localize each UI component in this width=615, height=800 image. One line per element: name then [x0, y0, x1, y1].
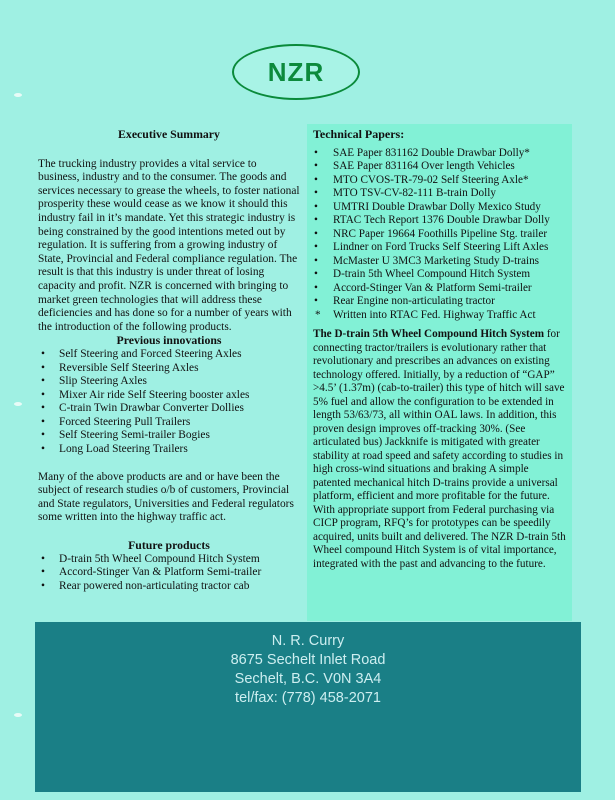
- contact-name: N. R. Curry: [271, 633, 345, 649]
- executive-summary-body: The trucking industry provides a vital service to business, industry and to the consumer. The goods and services necessary to grease the wheels, to foster national prosperity these would cease as we know it should this industry fail in it’s mandate. Yet this strategic industry is being constrained by the good intentions meted out by regulation. It is suffering from a growing industry of State, Provincial and Federal compliance regulation. The result is that this industry is under threat of losing capacity and profit. NZR is concerned with bringing to market green technologies that will address these deficiencies and has done so for a number of years with the introduction of the following products.: [38, 157, 300, 333]
- list-item: • Self Steering Semi-trailer Bogies: [38, 429, 300, 443]
- list-item: • SAE Paper 831162 Double Drawbar Dolly*: [313, 147, 568, 161]
- previous-innovations-list: [38, 348, 300, 457]
- list-item: • C-train Twin Drawbar Converter Dollies: [38, 402, 300, 416]
- list-item: • Self Steering and Forced Steering Axles: [38, 348, 300, 362]
- list-item: • Rear powered non-articulating tractor cab: [38, 580, 300, 594]
- punch-hole-mark: [14, 713, 22, 717]
- contact-street: 8675 Sechelt Inlet Road: [230, 652, 386, 668]
- technical-papers-heading: Technical Papers:: [313, 127, 405, 141]
- list-item: • SAE Paper 831164 Over length Vehicles: [313, 160, 568, 174]
- contact-city: Sechelt, B.C. V0N 3A4: [234, 671, 382, 687]
- future-products-heading: Future products: [128, 538, 210, 553]
- list-item: • UMTRI Double Drawbar Dolly Mexico Study: [313, 201, 568, 215]
- punch-hole-mark: [14, 402, 22, 406]
- technical-papers-list: [313, 147, 568, 323]
- list-item: • Mixer Air ride Self Steering booster axles: [38, 389, 300, 403]
- dtrain-paragraph: [313, 328, 568, 571]
- contact-phone: tel/fax: (778) 458-2071: [235, 690, 381, 706]
- list-item: • Slip Steering Axles: [38, 375, 300, 389]
- dtrain-body: for connecting tractor/trailers is evolutionary rather that revolutionary and prescribes an advances on existing technology offered. Initially, by a reduction of “GAP” >4.5’ (1.37m) (cab-to-trailer) this type of hitch will save 5% fuel and allow the configuration to be extended in length 53/63/73, all within OAL laws. In addition, this proven design improves off-tracking 30%. (See articulated bus) Jackknife is mitigated with greater stability at road speed and safety according to studies in high cross-wind situations and braking A simple patented mechanical hitch D-trains provide a universal platform, efficient and more profitable for the future. With appropriate support from Federal purchasing via CICP program, RFQ’s for prototypes can be speedily acquired, units built and delivered. The NZR D-train 5th Wheel compound Hitch System is of vital importance, integrated with the past and advancing to the future.: [313, 328, 566, 570]
- list-item: • Accord-Stinger Van & Platform Semi-trailer: [38, 566, 300, 580]
- logo-text: NZR: [267, 56, 325, 87]
- list-item: • Forced Steering Pull Trailers: [38, 416, 300, 430]
- footnote-item: * Written into RTAC Fed. Highway Traffic Act: [313, 309, 568, 323]
- list-item: • Reversible Self Steering Axles: [38, 362, 300, 376]
- list-item: • McMaster U 3MC3 Marketing Study D-trains: [313, 255, 568, 269]
- list-item: • RTAC Tech Report 1376 Double Drawbar Dolly: [313, 214, 568, 228]
- punch-hole-mark: [14, 93, 22, 97]
- previous-innovations-heading: Previous innovations: [116, 333, 222, 348]
- dtrain-bold-lead: The D-train 5th Wheel Compound Hitch System: [313, 328, 545, 340]
- list-item: • D-train 5th Wheel Compound Hitch System: [38, 553, 300, 567]
- list-item: • Long Load Steering Trailers: [38, 443, 300, 457]
- list-item: • MTO CVOS-TR-79-02 Self Steering Axle*: [313, 174, 568, 188]
- list-item: • D-train 5th Wheel Compound Hitch System: [313, 268, 568, 282]
- technical-papers-panel: [307, 124, 572, 621]
- future-products-list: [38, 553, 300, 594]
- list-item: • Lindner on Ford Trucks Self Steering Lift Axles: [313, 241, 568, 255]
- list-item: • Accord-Stinger Van & Platform Semi-trailer: [313, 282, 568, 296]
- list-item: • NRC Paper 19664 Foothills Pipeline Stg. trailer: [313, 228, 568, 242]
- executive-summary-heading: Executive Summary: [118, 127, 220, 141]
- nzr-logo: [232, 44, 360, 100]
- list-item: • MTO TSV-CV-82-111 B-train Dolly: [313, 187, 568, 201]
- left-column: [38, 128, 300, 593]
- research-paragraph: Many of the above products are and or have been the subject of research studies o/b of customers, Provincial and State regulators, Universities and Federal regulators some written into the highway traffic act.: [38, 470, 294, 524]
- contact-footer: [35, 622, 581, 792]
- list-item: • Rear Engine non-articulating tractor: [313, 295, 568, 309]
